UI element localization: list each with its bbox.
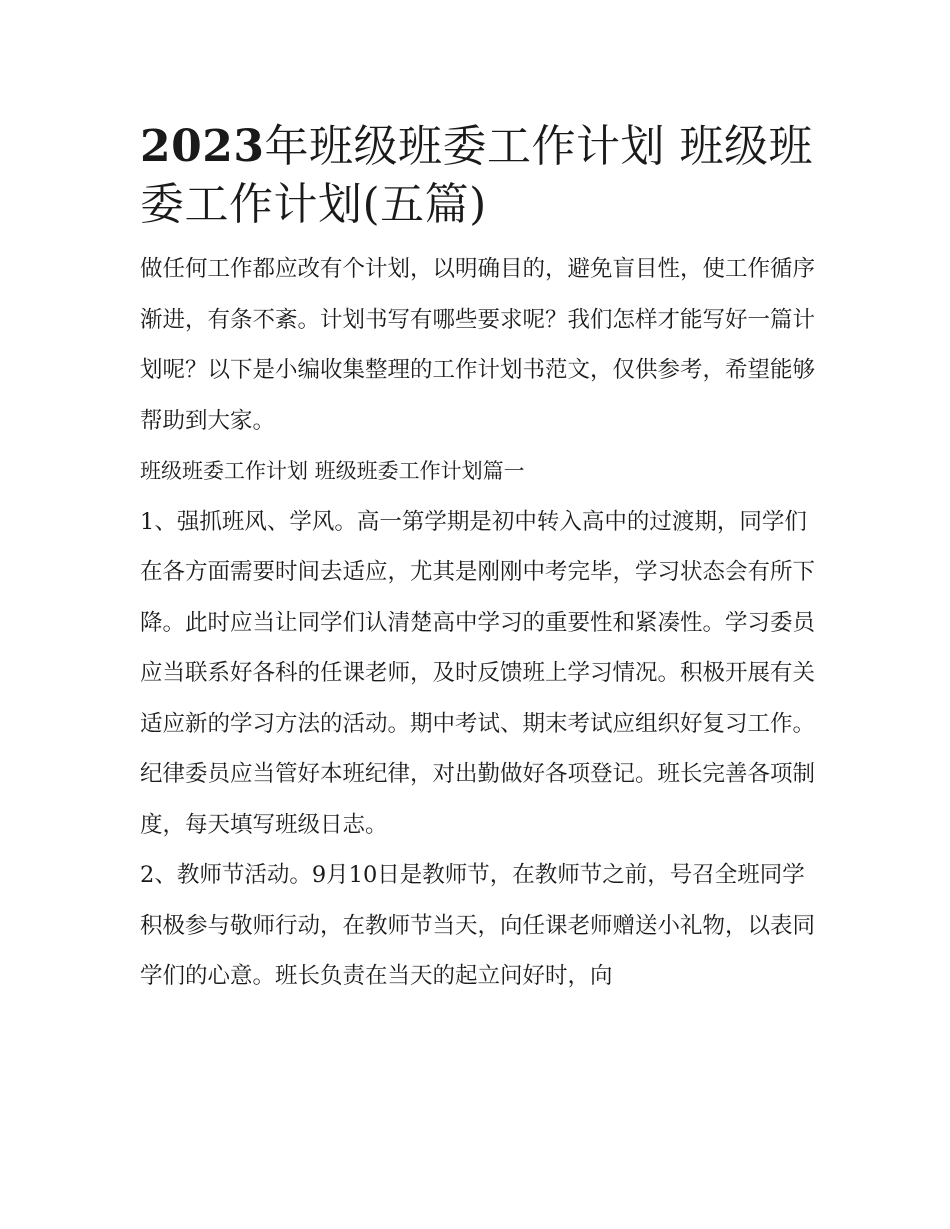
title-year: 2023 [140, 121, 265, 172]
paragraph-1: 1、强抓班风、学风。高一第学期是初中转入高中的过渡期，同学们在各方面需要时间去适应，尤其是刚刚中考完毕，学习状态会有所下降。此时应当让同学们认清楚高中学习的重要性和紧凑性。学习委员应当联系好各科的任课老师，及时反馈班上学习情况。积极开展有关适应新的学习方法的活动。期中考试、期末考试应组织好复习工作。纪律委员应当管好本班纪律，对出勤做好各项登记。班长完善各项制度，每天填写班级日志。 [140, 508, 816, 838]
document-body [140, 244, 820, 1002]
document-title [140, 0, 820, 234]
title-text: 年班级班委工作计划 班级班委工作计划(五篇) [140, 121, 813, 230]
paragraph-2: 2、教师节活动。9月10日是教师节，在教师节之前，号召全班同学积极参与敬师行动，在教师节当天，向任课老师赠送小礼物，以表同学们的心意。班长负责在当天的起立问好时，向 [140, 862, 816, 989]
intro-paragraph: 做任何工作都应改有个计划，以明确目的，避免盲目性，使工作循序渐进，有条不紊。计划书写有哪些要求呢？我们怎样才能写好一篇计划呢？以下是小编收集整理的工作计划书范文，仅供参考，希望能够帮助到大家。 [140, 256, 816, 434]
section-heading: 班级班委工作计划 班级班委工作计划篇一 [140, 459, 525, 483]
